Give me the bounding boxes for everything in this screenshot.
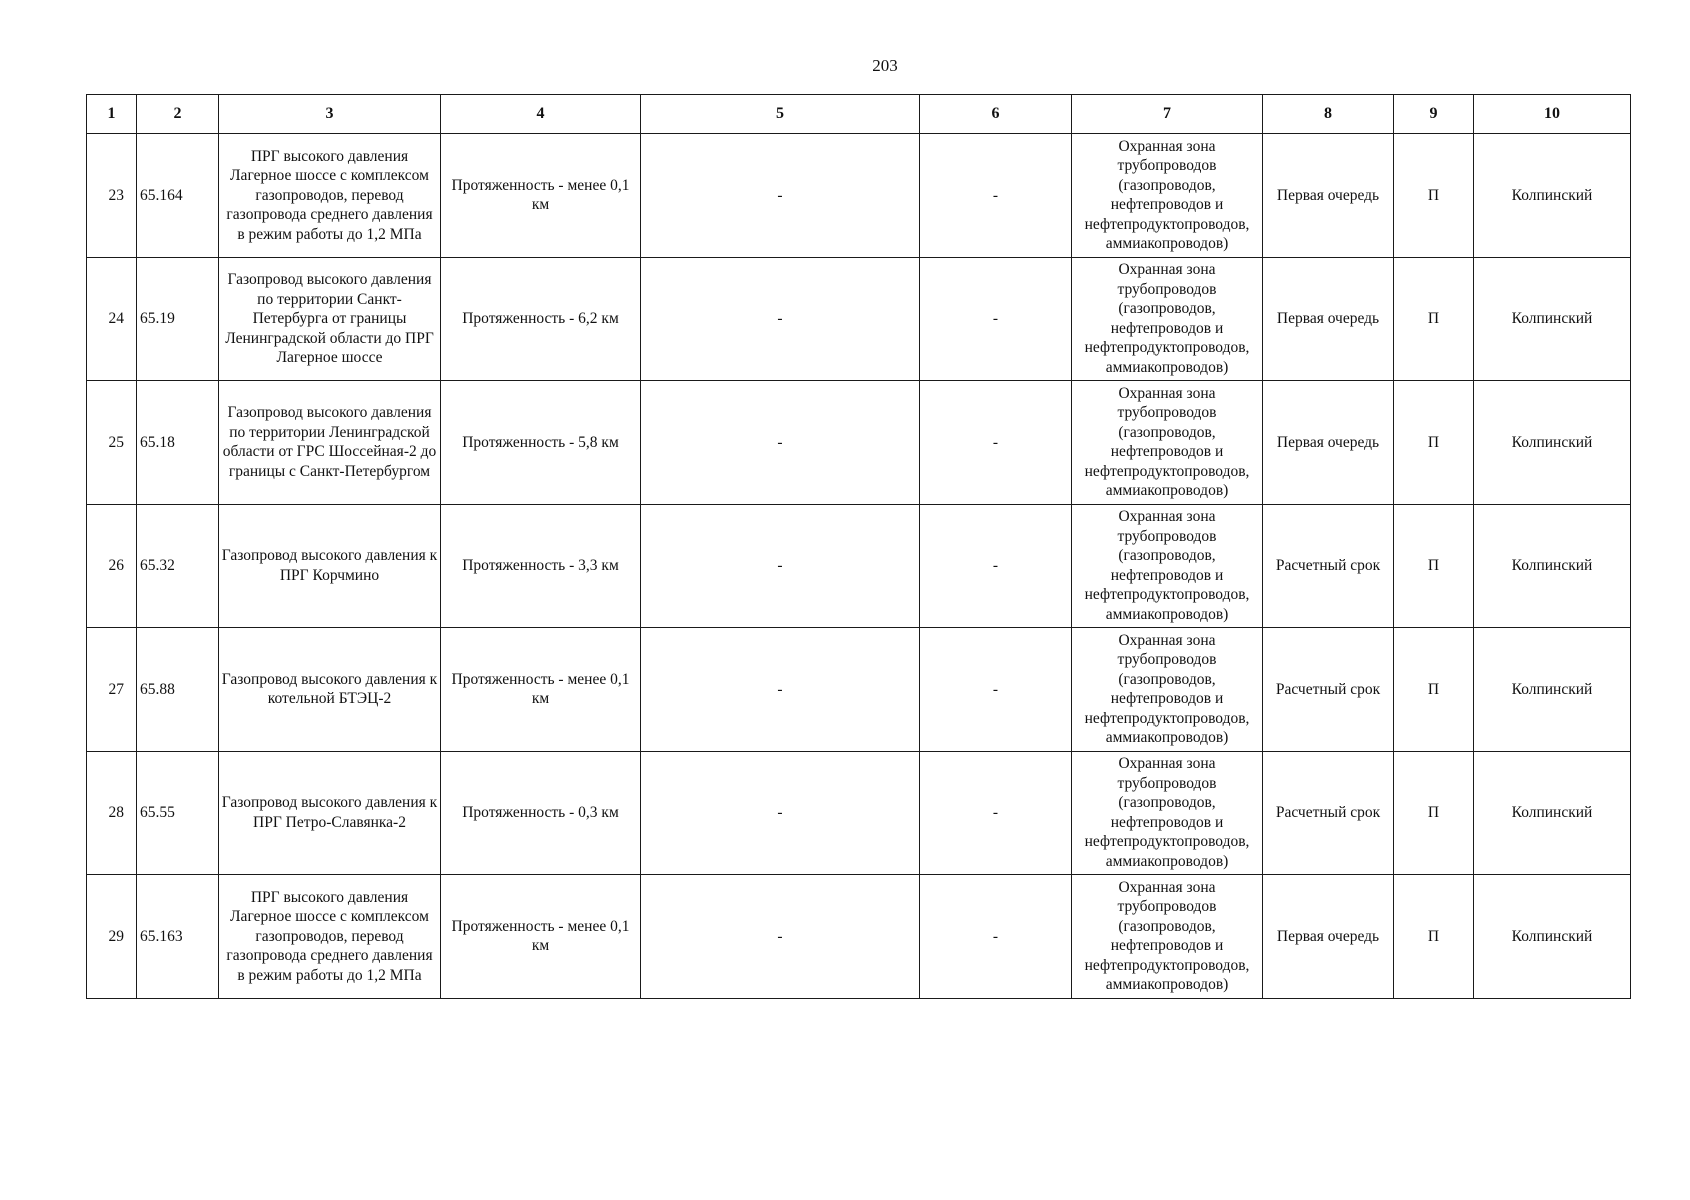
column-6-value: - <box>920 628 1072 752</box>
implementation-term: Первая очередь <box>1263 381 1394 505</box>
column-header: 7 <box>1072 95 1263 134</box>
table-header-row <box>87 95 1631 134</box>
protection-zone: Охранная зона трубопроводов (газопроводов, нефтепроводов и нефтепродуктопроводов, аммиакопроводов) <box>1072 257 1263 381</box>
object-length: Протяженность - 6,2 км <box>441 257 641 381</box>
column-9-value: П <box>1394 134 1474 258</box>
column-6-value: - <box>920 751 1072 875</box>
object-name: Газопровод высокого давления по территории Санкт-Петербурга от границы Ленинградской области до ПРГ Лагерное шоссе <box>219 257 441 381</box>
object-name: Газопровод высокого давления к ПРГ Корчмино <box>219 504 441 628</box>
column-header: 9 <box>1394 95 1474 134</box>
object-name: Газопровод высокого давления к ПРГ Петро-Славянка-2 <box>219 751 441 875</box>
table-row <box>87 257 1631 381</box>
column-9-value: П <box>1394 875 1474 999</box>
object-name: ПРГ высокого давления Лагерное шоссе с комплексом газопроводов, перевод газопровода среднего давления в режим работы до 1,2 МПа <box>219 134 441 258</box>
object-length: Протяженность - менее 0,1 км <box>441 134 641 258</box>
object-length: Протяженность - менее 0,1 км <box>441 875 641 999</box>
column-6-value: - <box>920 134 1072 258</box>
column-5-value: - <box>641 628 920 752</box>
object-code: 65.19 <box>137 257 219 381</box>
column-header: 10 <box>1474 95 1631 134</box>
object-length: Протяженность - 0,3 км <box>441 751 641 875</box>
row-number: 25 <box>87 381 137 505</box>
district-name: Колпинский <box>1474 257 1631 381</box>
object-name: ПРГ высокого давления Лагерное шоссе с комплексом газопроводов, перевод газопровода среднего давления в режим работы до 1,2 МПа <box>219 875 441 999</box>
row-number: 23 <box>87 134 137 258</box>
district-name: Колпинский <box>1474 134 1631 258</box>
column-5-value: - <box>641 134 920 258</box>
row-number: 24 <box>87 257 137 381</box>
column-9-value: П <box>1394 628 1474 752</box>
object-code: 65.163 <box>137 875 219 999</box>
column-9-value: П <box>1394 504 1474 628</box>
column-header: 1 <box>87 95 137 134</box>
object-name: Газопровод высокого давления по территории Ленинградской области от ГРС Шоссейная-2 до границы с Санкт-Петербургом <box>219 381 441 505</box>
table-row <box>87 628 1631 752</box>
column-5-value: - <box>641 381 920 505</box>
object-code: 65.18 <box>137 381 219 505</box>
object-length: Протяженность - менее 0,1 км <box>441 628 641 752</box>
implementation-term: Расчетный срок <box>1263 504 1394 628</box>
district-name: Колпинский <box>1474 751 1631 875</box>
row-number: 29 <box>87 875 137 999</box>
column-header: 6 <box>920 95 1072 134</box>
protection-zone: Охранная зона трубопроводов (газопроводов, нефтепроводов и нефтепродуктопроводов, аммиакопроводов) <box>1072 381 1263 505</box>
implementation-term: Первая очередь <box>1263 875 1394 999</box>
column-9-value: П <box>1394 257 1474 381</box>
column-9-value: П <box>1394 751 1474 875</box>
implementation-term: Расчетный срок <box>1263 628 1394 752</box>
data-table <box>86 94 1631 999</box>
row-number: 27 <box>87 628 137 752</box>
row-number: 26 <box>87 504 137 628</box>
protection-zone: Охранная зона трубопроводов (газопроводов, нефтепроводов и нефтепродуктопроводов, аммиакопроводов) <box>1072 751 1263 875</box>
implementation-term: Первая очередь <box>1263 257 1394 381</box>
column-header: 4 <box>441 95 641 134</box>
row-number: 28 <box>87 751 137 875</box>
object-code: 65.55 <box>137 751 219 875</box>
column-6-value: - <box>920 504 1072 628</box>
protection-zone: Охранная зона трубопроводов (газопроводов, нефтепроводов и нефтепродуктопроводов, аммиакопроводов) <box>1072 504 1263 628</box>
column-5-value: - <box>641 751 920 875</box>
object-code: 65.32 <box>137 504 219 628</box>
protection-zone: Охранная зона трубопроводов (газопроводов, нефтепроводов и нефтепродуктопроводов, аммиакопроводов) <box>1072 134 1263 258</box>
column-header: 2 <box>137 95 219 134</box>
column-9-value: П <box>1394 381 1474 505</box>
table-row <box>87 504 1631 628</box>
column-5-value: - <box>641 875 920 999</box>
district-name: Колпинский <box>1474 381 1631 505</box>
district-name: Колпинский <box>1474 628 1631 752</box>
district-name: Колпинский <box>1474 875 1631 999</box>
object-length: Протяженность - 5,8 км <box>441 381 641 505</box>
table-row <box>87 134 1631 258</box>
protection-zone: Охранная зона трубопроводов (газопроводов, нефтепроводов и нефтепродуктопроводов, аммиакопроводов) <box>1072 628 1263 752</box>
column-header: 8 <box>1263 95 1394 134</box>
column-5-value: - <box>641 257 920 381</box>
column-6-value: - <box>920 875 1072 999</box>
object-name: Газопровод высокого давления к котельной БТЭЦ-2 <box>219 628 441 752</box>
implementation-term: Первая очередь <box>1263 134 1394 258</box>
column-header: 5 <box>641 95 920 134</box>
implementation-term: Расчетный срок <box>1263 751 1394 875</box>
table-row <box>87 751 1631 875</box>
column-6-value: - <box>920 381 1072 505</box>
table-row <box>87 875 1631 999</box>
column-header: 3 <box>219 95 441 134</box>
page-number: 203 <box>872 56 898 75</box>
column-6-value: - <box>920 257 1072 381</box>
district-name: Колпинский <box>1474 504 1631 628</box>
column-5-value: - <box>641 504 920 628</box>
object-code: 65.164 <box>137 134 219 258</box>
table-row <box>87 381 1631 505</box>
object-length: Протяженность - 3,3 км <box>441 504 641 628</box>
object-code: 65.88 <box>137 628 219 752</box>
protection-zone: Охранная зона трубопроводов (газопроводов, нефтепроводов и нефтепродуктопроводов, аммиакопроводов) <box>1072 875 1263 999</box>
